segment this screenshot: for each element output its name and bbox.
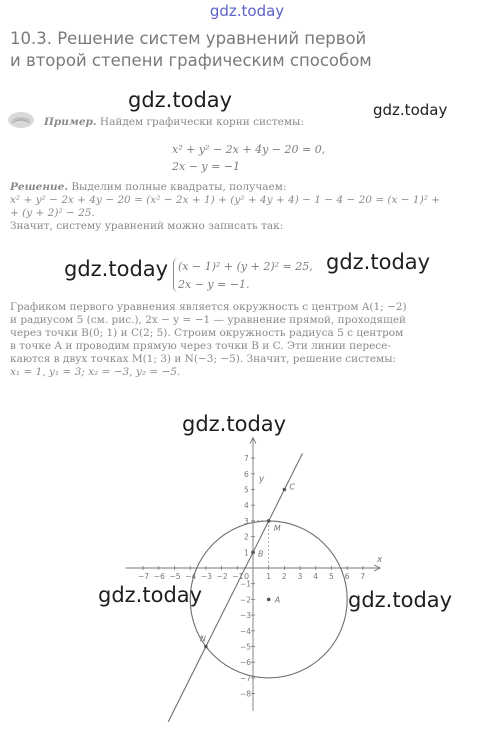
graph-labels [200, 475, 383, 644]
watermark-3: gdz.today [64, 257, 169, 281]
solution-line1: x² + y² − 2x + 4y − 20 = (x² − 2x + 1) + (y² + 4y + 4) − 1 − 4 − 20 = (x − 1)² + [10, 194, 441, 206]
x-tick-label: −5 [169, 572, 181, 581]
y-tick-label: −1 [240, 579, 252, 589]
y-tick-label: 7 [244, 454, 249, 464]
y-tick-label: 6 [244, 469, 249, 479]
explanation-line3: через точки B(0; 1) и C(2; 5). Строим окружность радиуса 5 с центром [10, 327, 404, 339]
y-tick-label: −2 [240, 595, 252, 605]
x-axis-label: x [377, 555, 383, 565]
point-label-a: A [274, 595, 281, 605]
example-lead: Пример. [44, 116, 97, 128]
solution-line2: + (y + 2)² − 25. [10, 207, 95, 219]
section-title-line2: и второй степени графическим способом [10, 51, 372, 70]
point-label-n: N [199, 634, 206, 644]
example-eq2: 2x − y = −1 [172, 160, 241, 173]
solution-line3: Значит, систему уравнений можно записать так: [10, 220, 284, 232]
example-text: Найдем графически корни системы: [99, 116, 304, 128]
y-tick-label: −3 [240, 611, 252, 621]
point-n [204, 645, 208, 649]
point-a [267, 598, 271, 602]
point-m [267, 519, 271, 523]
point-label-m: M [273, 523, 281, 533]
x-tick-label: 2 [281, 572, 287, 581]
x-tick-label: 3 [297, 572, 303, 581]
point-b [251, 551, 255, 555]
point-label-b: B [258, 549, 264, 559]
x-tick-label: −1 [232, 572, 244, 581]
watermark-1: gdz.today [128, 88, 233, 112]
x-tick-label: −2 [216, 572, 228, 581]
explanation-line2: и радиусом 5 (см. рис.), 2x − y = −1 — уравнение прямой, проходящей [10, 314, 407, 326]
x-tick-label: 1 [266, 572, 271, 581]
solution-lead: Решение. [10, 181, 68, 193]
point-c [283, 488, 287, 492]
x-tick-label: 6 [344, 572, 350, 581]
y-tick-label: 2 [244, 532, 249, 542]
system-eq1: (x − 1)² + (y + 2)² = 25, [178, 260, 313, 273]
y-tick-label: 4 [244, 501, 249, 511]
x-tick-label: 7 [360, 572, 366, 581]
point-label-c: C [289, 482, 295, 492]
y-tick-label: −7 [240, 673, 252, 683]
x-tick-label: −3 [200, 572, 212, 581]
y-axis-label: y [259, 474, 265, 485]
explanation-line1: Графиком первого уравнения является окружность с центром A(1; −2) [10, 301, 407, 313]
axis-ticks [138, 454, 365, 698]
solution-lead-text: Выделим полные квадраты, получаем: [71, 181, 287, 193]
x-tick-label: 4 [313, 572, 319, 581]
example-eq1: x² + y² − 2x + 4y − 20 = 0, [172, 143, 326, 156]
watermark-6: gdz.today [98, 583, 203, 607]
watermark-2: gdz.today [373, 101, 448, 119]
y-tick-label: 3 [244, 516, 249, 526]
y-tick-label: −6 [240, 658, 252, 668]
section-title-line1: 10.3. Решение систем уравнений первой [10, 29, 367, 48]
x-tick-label: 5 [329, 572, 334, 581]
origin-label: 0 [244, 572, 250, 581]
watermark-5: gdz.today [182, 412, 287, 436]
y-tick-label: −5 [240, 642, 252, 652]
y-tick-label: −4 [240, 626, 252, 636]
top-watermark: gdz.today [209, 2, 285, 20]
x-tick-label: −7 [138, 572, 150, 581]
explanation-line6: x₁ = 1, y₁ = 3; x₂ = −3, y₂ = −5. [10, 366, 181, 378]
explanation-line5: каются в двух точках M(1; 3) и N(−3; −5). Значит, решение системы: [10, 353, 397, 365]
watermark-4: gdz.today [326, 250, 431, 274]
y-tick-label: −8 [240, 689, 252, 699]
system-eq2: 2x − y = −1. [178, 278, 250, 291]
x-tick-label: −4 [185, 572, 197, 581]
x-tick-label: −6 [153, 572, 165, 581]
y-tick-label: 1 [244, 548, 249, 558]
y-tick-label: 5 [244, 485, 249, 495]
explanation-line4: в точке A и проводим прямую через точки B и C. Эти линии пересе- [10, 340, 391, 352]
watermark-7: gdz.today [348, 588, 453, 612]
